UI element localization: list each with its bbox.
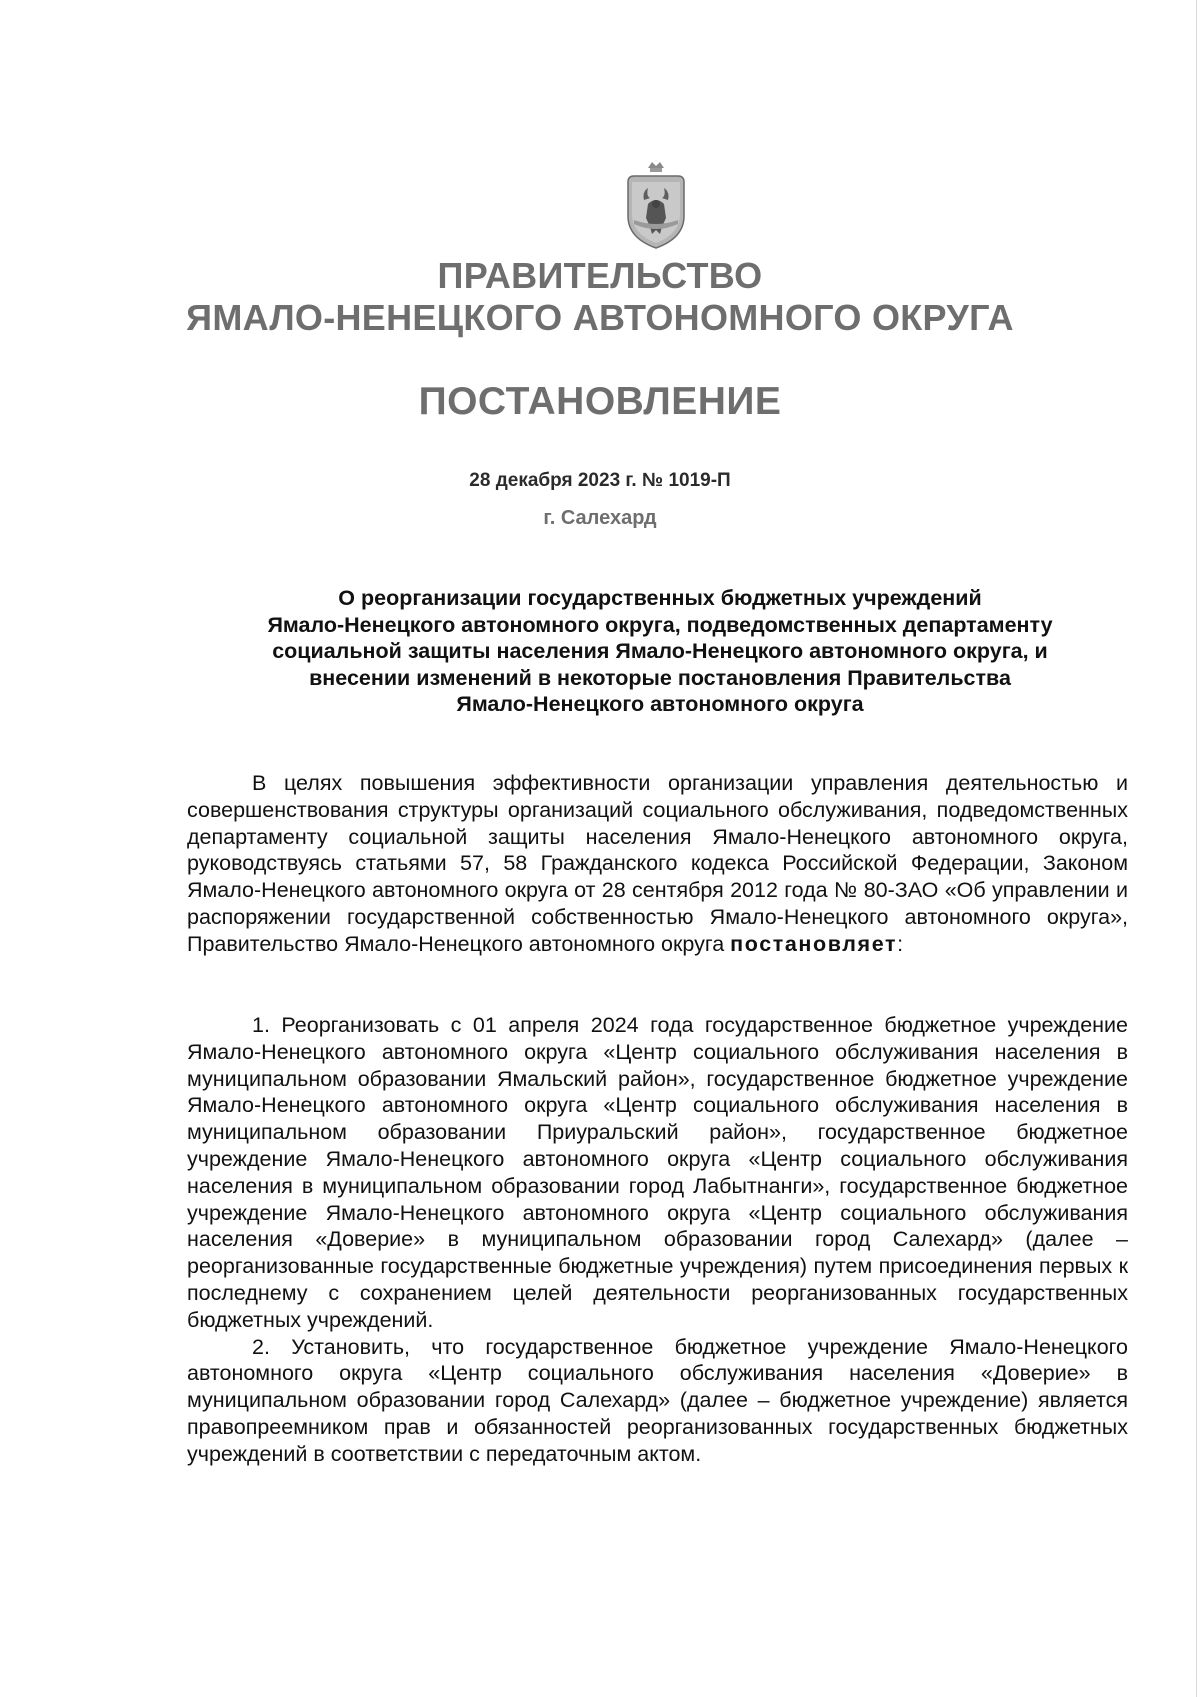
resolution-title bbox=[190, 585, 1130, 718]
document-city: г. Салехард bbox=[543, 507, 657, 529]
clauses-block bbox=[187, 1012, 1128, 1468]
government-title-line-2: ЯМАЛО-НЕНЕЦКОГО АВТОНОМНОГО ОКРУГА bbox=[186, 297, 1014, 338]
preamble-end: : bbox=[897, 931, 904, 956]
title-line: Ямало-Ненецкого автономного округа, подведомственных департаменту bbox=[267, 612, 1053, 637]
scan-edge bbox=[1196, 0, 1197, 1697]
title-line: социальной защиты населения Ямало-Ненецкого автономного округа, и bbox=[272, 639, 1048, 663]
title-line: Ямало-Ненецкого автономного округа bbox=[456, 692, 864, 716]
clause-paragraph: 2. Установить, что государственное бюджетное учреждение Ямало-Ненецкого автономного округа «Центр социального обслуживания населения «Доверие» в муниципальном образовании город Салехард» (далее – бюджетное учреждение) является правопреемником прав и обязанностей реорганизованных государственных бюджетных учреждений в соответствии с передаточным актом. bbox=[187, 1334, 1128, 1466]
preamble-text: В целях повышения эффективности организации управления деятельностью и совершенствования структуры организаций социального обслуживания, подведомственных департаменту социальной защиты населения Ямало-Ненецкого автономного округа, руководствуясь статьями 57, 58 Гражданского кодекса Российской Федерации, Законом Ямало-Ненецкого автономного округа от 28 сентября 2012 года № 80-ЗАО «Об управлении и распоряжении государственной собственностью Ямало-Ненецкого автономного округа», Правительство Ямало-Ненецкого автономного округа bbox=[187, 771, 1128, 956]
clause-paragraph: 1. Реорганизовать с 01 апреля 2024 года государственное бюджетное учреждение Ямало-Ненецкого автономного округа «Центр социального обслуживания населения в муниципальном образовании Ямальский район», государственное бюджетное учреждение Ямало-Ненецкого автономного округа «Центр социального обслуживания населения в муниципальном образовании Приуральский район», государственное бюджетное учреждение Ямало-Ненецкого автономного округа «Центр социального обслуживания населения в муниципальном образовании город Лабытнанги», государственное бюджетное учреждение Ямало-Ненецкого автономного округа «Центр социального обслуживания населения «Доверие» в муниципальном образовании город Салехард» (далее – реорганизованные государственные бюджетные учреждения) путем присоединения первых к последнему с сохранением целей деятельности реорганизованных государственных бюджетных учреждений. bbox=[187, 1013, 1128, 1332]
resolves-keyword: постановляет bbox=[730, 931, 898, 956]
preamble-paragraph bbox=[187, 770, 1128, 958]
document-type-heading: ПОСТАНОВЛЕНИЕ bbox=[418, 380, 782, 423]
title-line: внесении изменений в некоторые постановления Правительства bbox=[309, 665, 1011, 690]
government-title-line-1: ПРАВИТЕЛЬСТВО bbox=[437, 255, 763, 296]
document-date-number: 28 декабря 2023 г. № 1019-П bbox=[469, 470, 731, 491]
title-line: О реорганизации государственных бюджетных учреждений bbox=[338, 586, 982, 610]
coat-of-arms-emblem bbox=[622, 160, 690, 252]
